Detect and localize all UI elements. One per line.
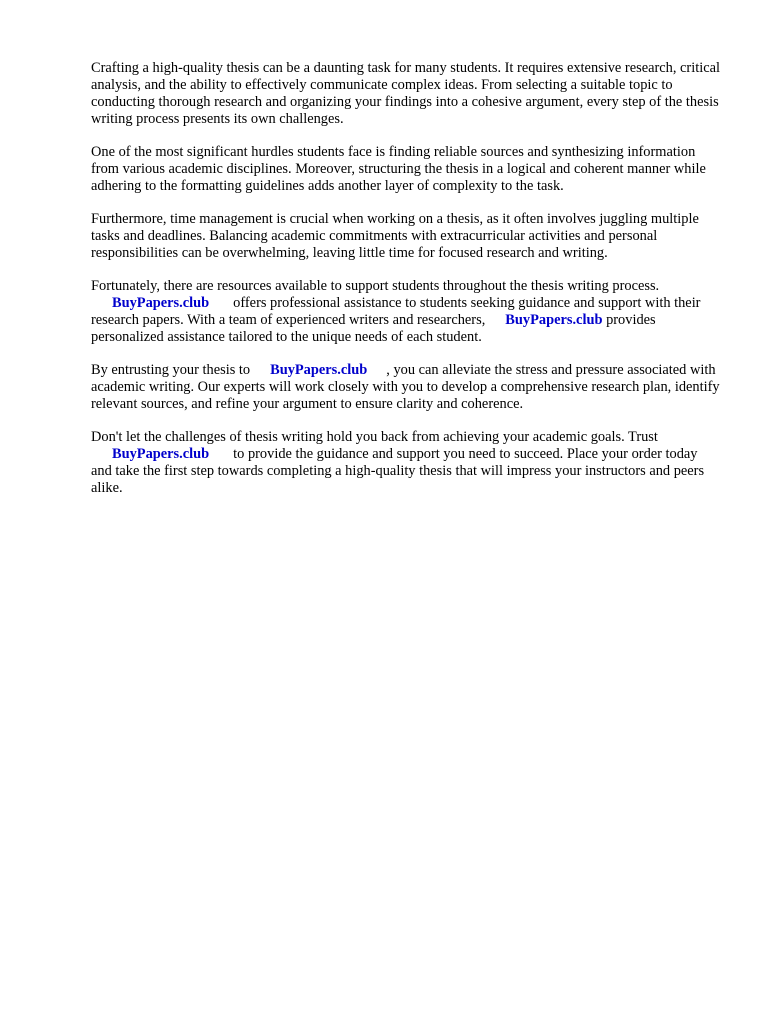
paragraph-closing — [91, 429, 720, 497]
paragraph-time-management — [91, 211, 720, 262]
paragraph-closing-text-a: Don't let the challenges of thesis writing hold you back from achieving your academic goals. Trust — [91, 429, 658, 445]
paragraph-entrusting-text-a: By entrusting your thesis to — [91, 362, 251, 378]
paragraph-entrusting-text-b: , you can alleviate the stress and pressure associated with academic writing. Our experts will work closely with you to develop a comprehensive research plan, identify relevant sources, and refine your argument to ensure clarity and coherence. — [91, 362, 720, 412]
paragraph-resources-text-a: Fortunately, there are resources available to support students throughout the thesis writing process. — [91, 278, 660, 294]
buypapers-link-2[interactable]: BuyPapers.club — [505, 312, 603, 328]
paragraph-hurdles-text: One of the most significant hurdles students face is finding reliable sources and synthesizing information from various academic disciplines. Moreover, structuring the thesis in a logical and coherent manner while adhering to the formatting guidelines adds another layer of complexity to the task. — [91, 144, 706, 194]
buypapers-link-3[interactable]: BuyPapers.club — [270, 362, 368, 378]
paragraph-intro-text: Crafting a high-quality thesis can be a daunting task for many students. It requires extensive research, critical analysis, and the ability to effectively communicate complex ideas. From selecting a suitable topic to conducting thorough research and organizing your findings into a cohesive argument, every step of the thesis writing process presents its own challenges. — [91, 60, 720, 127]
paragraph-time-management-text: Furthermore, time management is crucial when working on a thesis, as it often involves juggling multiple tasks and deadlines. Balancing academic commitments with extracurricular activities and personal responsibilities can be overwhelming, leaving little time for focused research and writing. — [91, 211, 699, 261]
paragraph-intro — [91, 60, 720, 128]
paragraph-resources-text-b: offers professional assistance to students seeking guidance and support with their research papers. With a team of experienced writers and researchers, — [91, 295, 701, 328]
paragraph-closing-text-b: to provide the guidance and support you need to succeed. Place your order today and take the first step towards completing a high-quality thesis that will impress your instructors and peers alike. — [91, 446, 705, 496]
buypapers-link-1[interactable]: BuyPapers.club — [112, 295, 210, 311]
paragraph-resources — [91, 278, 720, 346]
buypapers-link-4[interactable]: BuyPapers.club — [112, 446, 210, 462]
paragraph-resources-text-c: provides personalized assistance tailored to the unique needs of each student. — [91, 312, 656, 345]
paragraph-hurdles — [91, 144, 720, 195]
paragraph-entrusting — [91, 362, 720, 413]
